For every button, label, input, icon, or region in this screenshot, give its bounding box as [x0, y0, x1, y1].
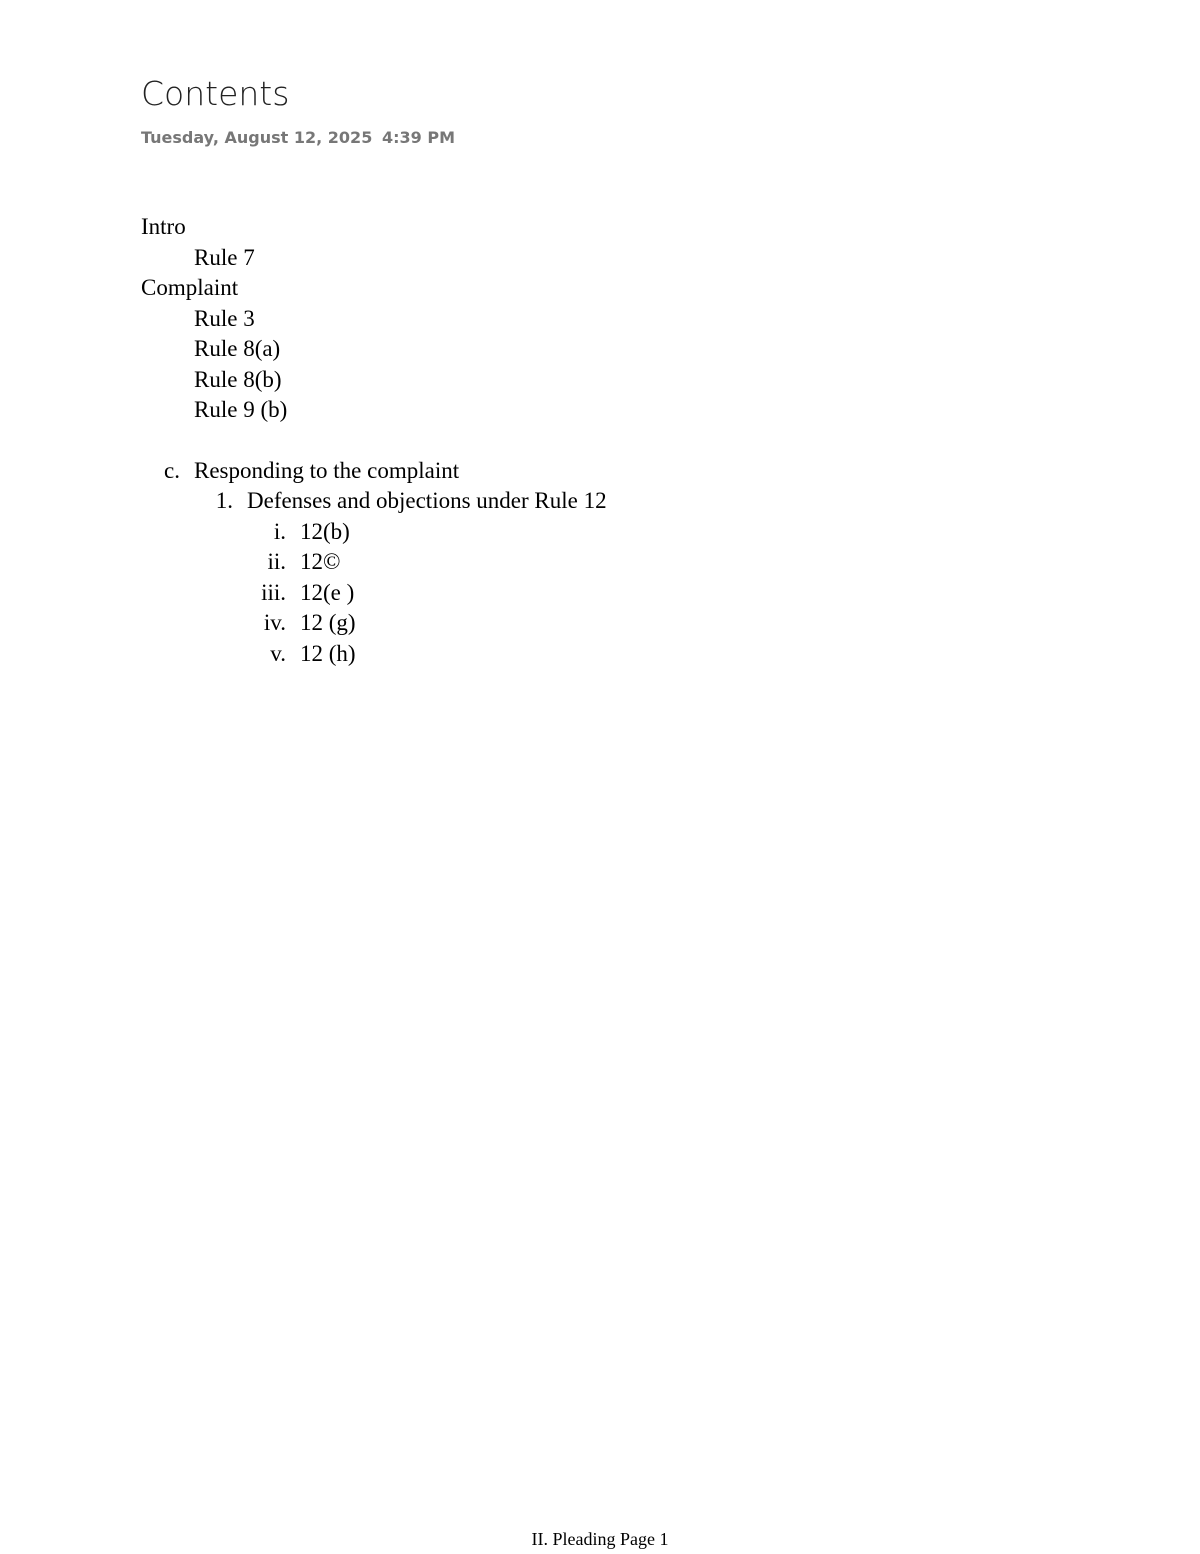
page-title: Contents [141, 74, 290, 113]
outline-heading-intro: Intro [141, 214, 186, 239]
list-marker: iv. [263, 610, 286, 635]
list-item: 12 (h) [300, 641, 356, 666]
page-date: Tuesday, August 12, 2025 [141, 128, 373, 147]
outline-subheading-rule-12: Defenses and objections under Rule 12 [247, 488, 607, 513]
list-item: 12(b) [300, 519, 350, 544]
list-item: 12© [300, 549, 341, 574]
list-marker: v. [270, 641, 286, 666]
outline-item: Rule 9 (b) [194, 397, 288, 422]
list-item: 12 (g) [300, 610, 356, 635]
outline-item: Rule 3 [194, 306, 255, 331]
list-marker: iii. [261, 580, 286, 605]
list-marker: i. [273, 519, 286, 544]
list-marker: c. [164, 458, 180, 483]
list-marker: ii. [267, 549, 286, 574]
outline-heading-responding: Responding to the complaint [194, 458, 460, 483]
outline-item: Rule 7 [194, 245, 255, 270]
outline-heading-complaint: Complaint [141, 275, 239, 300]
outline-item: Rule 8(b) [194, 367, 282, 392]
outline-item: Rule 8(a) [194, 336, 281, 361]
list-marker: 1. [215, 488, 233, 513]
page-time: 4:39 PM [382, 128, 456, 147]
page-footer: II. Pleading Page 1 [531, 1529, 669, 1549]
list-item: 12(e ) [300, 580, 355, 605]
